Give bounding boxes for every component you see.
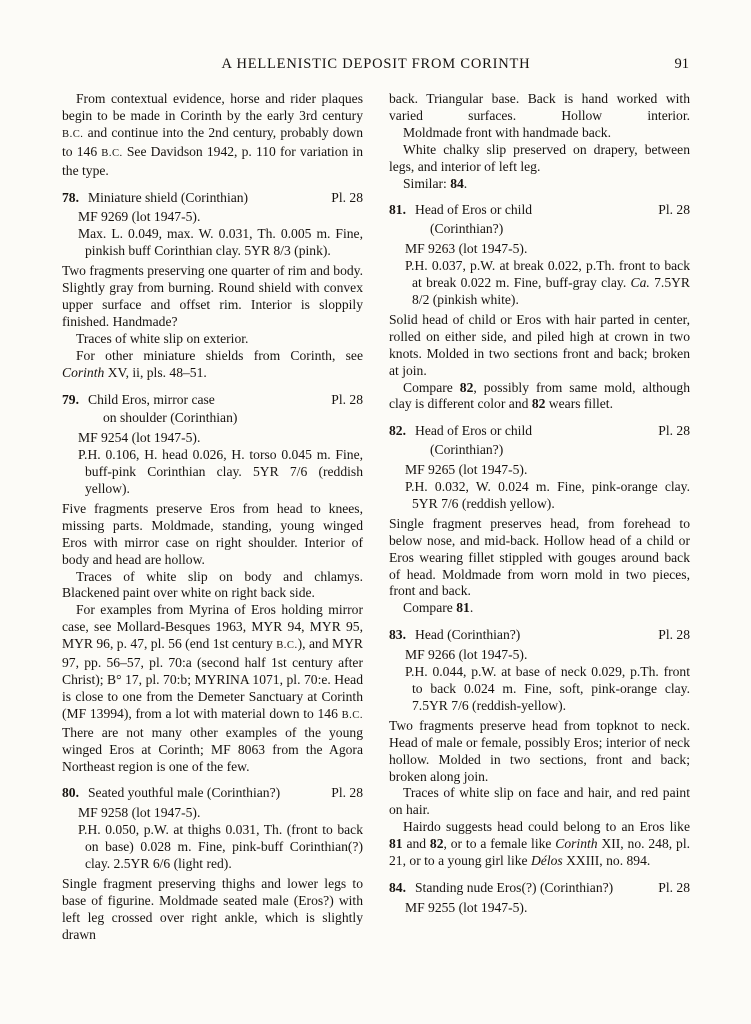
comparison-paragraph: Compare 82, possibly from same mold, although clay is different color and 82 wears fillet. <box>389 379 690 412</box>
entry-title: Standing nude Eros(?) (Corinthian?) <box>415 879 614 895</box>
entry-title-line2: (Corinthian?) <box>430 221 504 237</box>
entry-number: 79. <box>62 391 79 407</box>
plate-reference: Pl. 28 <box>331 189 363 205</box>
plate-reference: Pl. 28 <box>658 627 690 643</box>
running-head <box>62 56 690 74</box>
note-paragraph: Moldmade front with handmade back. <box>403 124 612 140</box>
intro-paragraph: From contextual evidence, horse and rider plaques begin to be made in Corinth by the early 3rd century B.C. and continue into the 2nd century, probably down to 146 B.C. See Davidson 1942, p. 110 for variation in the type. <box>62 91 364 178</box>
entry-number: 81. <box>389 202 406 218</box>
note-paragraph: Traces of white slip on face and hair, and red paint on hair. <box>389 785 690 818</box>
catalog-entry-82 <box>389 423 690 617</box>
entry-number: 82. <box>389 423 406 439</box>
entry-heading <box>62 785 363 802</box>
entry-title-line2: (Corinthian?) <box>430 442 504 458</box>
inventory-line: MF 9255 (lot 1947-5). <box>405 899 528 915</box>
catalog-entry-81 <box>389 202 690 413</box>
plate-reference: Pl. 28 <box>658 879 690 895</box>
inventory-line: MF 9258 (lot 1947-5). <box>78 805 201 821</box>
entry-heading <box>389 423 690 440</box>
entry-title-line2: on shoulder (Corinthian) <box>103 410 238 426</box>
description-paragraph: Two fragments preserve head from topknot to neck. Head of male or female, possibly Eros; interior of neck hollow. Molded in two sections, front and back; broken along join. <box>389 717 690 784</box>
description-paragraph: Solid head of child or Eros with hair parted in center, rolled on either side, and piled high at crown in two knots. Molded in two sections front and back; broken at join. <box>389 311 690 378</box>
plate-reference: Pl. 28 <box>658 202 690 218</box>
dimensions-line: P.H. 0.032, W. 0.024 m. Fine, pink-orange clay. 5YR 7/6 (reddish yellow). <box>405 479 690 511</box>
entry-heading <box>389 880 690 897</box>
inventory-line: MF 9265 (lot 1947-5). <box>405 462 528 478</box>
dimensions-line: P.H. 0.050, p.W. at thighs 0.031, Th. (front to back on base) 0.028 m. Fine, pink-buff Corinthian(?) clay. 2.5YR 6/6 (light red). <box>78 822 363 872</box>
reference-paragraph: For examples from Myrina of Eros holding mirror case, see Mollard-Besques 1963, MYR 94, MYR 95, MYR 96, p. 47, pl. 56 (end 1st century B.C.), and MYR 97, pp. 56–57, pl. 70:a (second half 1st century after Christ); B° 17, pl. 70:b; MYRINA 1071, pl. 70:e. Head is close to one from the Demeter Sanctuary at Corinth (MF 13994), from a lot with material down to 146 B.C. There are not many other examples of the young winged Eros at Corinth; MF 8063 from the Agora Northeast region is one of the few. <box>62 602 363 774</box>
plate-reference: Pl. 28 <box>331 391 363 407</box>
dimensions-line: P.H. 0.044, p.W. at base of neck 0.029, p.Th. front to back 0.024 m. Fine, soft, pink-orange clay. 7.5YR 7/6 (reddish-yellow). <box>405 664 690 713</box>
entry-title: Head of Eros or child <box>415 202 533 218</box>
description-paragraph: Two fragments preserving one quarter of rim and body. Slightly gray from burning. Round shield with convex upper surface and offset rim. Interior is sloppily finished. Handmade? <box>62 263 363 329</box>
dimensions-line: P.H. 0.037, p.W. at break 0.022, p.Th. front to back at break 0.022 m. Fine, buff-gray clay. Ca. 7.5YR 8/2 (pinkish white). <box>405 258 690 307</box>
right-column <box>389 91 690 944</box>
note-paragraph: Traces of white slip on body and chlamys. Blackened paint over white on right back side. <box>62 568 363 601</box>
comparison-paragraph: Compare 81. <box>403 600 474 616</box>
entry-heading <box>62 190 363 207</box>
catalog-entry-84 <box>389 880 690 917</box>
inventory-line: MF 9263 (lot 1947-5). <box>405 241 528 257</box>
similar-paragraph: Similar: 84. <box>403 175 468 191</box>
catalog-entry-80 <box>62 785 363 943</box>
entry-title: Miniature shield (Corinthian) <box>88 189 249 205</box>
entry-number: 78. <box>62 189 79 205</box>
inventory-line: MF 9266 (lot 1947-5). <box>405 647 528 663</box>
comparison-paragraph: Hairdo suggests head could belong to an Eros like 81 and 82, or to a female like Corinth XII, no. 248, pl. 21, or to a young girl like Délos XXIII, no. 894. <box>389 819 690 869</box>
entry-heading <box>389 627 690 644</box>
description-paragraph: Single fragment preserves head, from forehead to below nose, and mid-back. Hollow head of a child or Eros wearing fillet stippled with gouges around back of head. Moldmade from worn mold in two pieces, front and back. <box>389 515 690 599</box>
page-content <box>62 56 690 944</box>
entry-title: Seated youthful male (Corinthian?) <box>88 785 281 801</box>
plate-reference: Pl. 28 <box>658 423 690 439</box>
inventory-line: MF 9254 (lot 1947-5). <box>78 430 201 446</box>
note-paragraph: Traces of white slip on exterior. <box>76 330 249 346</box>
catalog-entry-83 <box>389 627 690 870</box>
entry-title: Head (Corinthian?) <box>415 627 521 643</box>
reference-paragraph: For other miniature shields from Corinth, see Corinth XV, ii, pls. 48–51. <box>62 347 363 380</box>
left-column <box>62 91 363 944</box>
entry-heading <box>62 392 363 409</box>
note-paragraph: White chalky slip preserved on drapery, between legs, and interior of left leg. <box>389 141 690 174</box>
entry-title: Head of Eros or child <box>415 423 533 439</box>
entry-number: 84. <box>389 879 406 895</box>
page-number: 91 <box>674 56 689 72</box>
entry-number: 80. <box>62 785 79 801</box>
catalog-entry-79 <box>62 392 363 776</box>
description-paragraph: Five fragments preserve Eros from head to knees, missing parts. Moldmade, standing, young winged Eros with mirror case on right shoulder. Interior of body and head are hollow. <box>62 500 363 567</box>
dimensions-line: Max. L. 0.049, max. W. 0.031, Th. 0.005 m. Fine, pinkish buff Corinthian clay. 5YR 8/3 (pink). <box>78 226 363 259</box>
dimensions-line: P.H. 0.106, H. head 0.026, H. torso 0.045 m. Fine, buff-pink Corinthian clay. 5YR 7/6 (reddish yellow). <box>78 447 363 497</box>
entry-number: 83. <box>389 627 406 643</box>
continued-paragraph: back. Triangular base. Back is hand worked with varied surfaces. Hollow interior. <box>389 91 690 123</box>
catalog-entry-78 <box>62 190 363 382</box>
plate-reference: Pl. 28 <box>331 785 363 801</box>
inventory-line: MF 9269 (lot 1947-5). <box>78 209 201 225</box>
running-head-title: A HELLENISTIC DEPOSIT FROM CORINTH <box>221 56 531 72</box>
entry-title: Child Eros, mirror case <box>88 391 215 407</box>
entry-heading <box>389 202 690 219</box>
two-column-body <box>62 91 690 944</box>
description-paragraph: Single fragment preserving thighs and lower legs to base of figurine. Moldmade seated male (Eros?) with left leg crossed over right ankle, which is slightly drawn <box>62 875 363 942</box>
